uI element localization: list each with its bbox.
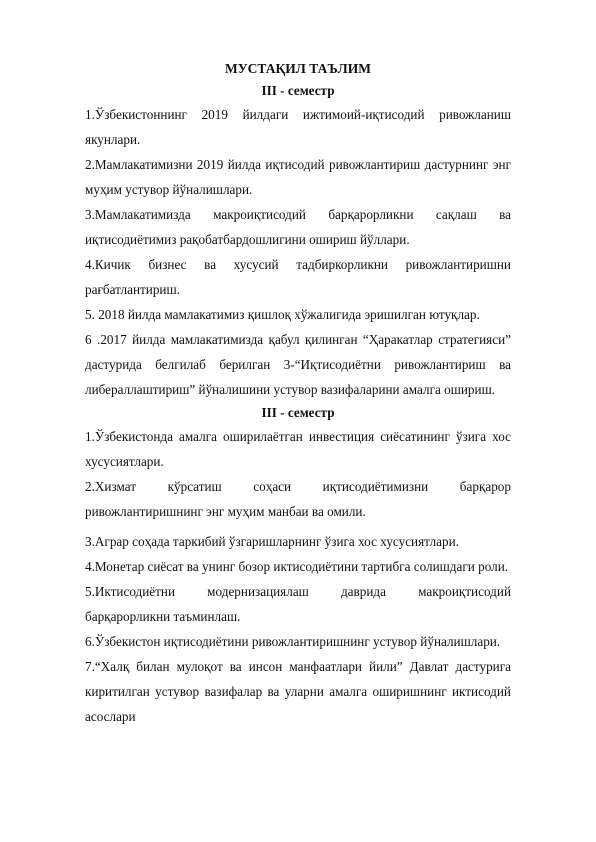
section-heading-2: III - семестр — [261, 405, 335, 420]
list-item: 1.Ўзбекистонда амалга оширилаётган инвестиция сиёсатининг ўзига хос хусусиятлари. — [85, 429, 511, 469]
list-item: 2.Мамлакатимизни 2019 йилда иқтисодий ривожлантириш дастурнинг энг муҳим устувор йўналишлари. — [85, 157, 511, 197]
document-title: МУСТАҚИЛ ТАЪЛИМ — [225, 61, 371, 76]
list-item: 1.Ўзбекистоннинг 2019 йилдаги ижтимоий-иқтисодий ривожланиш якунлари. — [85, 107, 511, 147]
document-page — [85, 58, 511, 729]
list-item: 5. 2018 йилда мамлакатимиз қишлоқ хўжалигида эришилган ютуқлар. — [85, 307, 480, 322]
list-item: 7.“Халқ билан мулоқот ва инсон манфаатлари йили” Давлат дастурига киритилган устувор вазифалар ва уларни амалга оширишнинг иктисодий асослари — [85, 659, 511, 724]
list-item: 4.Кичик бизнес ва хусусий тадбиркорликни ривожлантиришни рағбатлантириш. — [85, 257, 511, 297]
list-item: 3.Аграр соҳада таркибий ўзгаришларнинг ўзига хос хусусиятлари. — [85, 534, 459, 549]
list-item: 5.Иктисодиётни модернизациялаш даврида макроиқтисодий барқарорликни таъминлаш. — [85, 584, 511, 624]
list-item: 3.Мамлакатимизда макроиқтисодий барқарорликни сақлаш ва иқтисодиётимиз рақобатбардошлигини ошириш йўллари. — [85, 207, 511, 247]
list-item: 2.Хизмат кўрсатиш соҳаси иқтисодиётимизни барқарор ривожлантиришнинг энг муҳим манбаи ва омили. — [85, 479, 511, 519]
list-item: 6 .2017 йилда мамлакатимизда қабул қилинган “Ҳаракатлар стратегияси” дастурида белгилаб берилган 3-“Иқтисодиётни ривожлантириш ва либераллаштириш” йўналишини устувор вазифаларини амалга ошириш. — [85, 332, 511, 397]
section-heading-1: III - семестр — [261, 83, 335, 98]
list-item: 4.Монетар сиёсат ва унинг бозор иктисодиётини тартибга солишдаги роли. — [85, 559, 509, 574]
list-item: 6.Ўзбекистон иқтисодиётини ривожлантиришнинг устувор йўналишлари. — [85, 634, 501, 649]
